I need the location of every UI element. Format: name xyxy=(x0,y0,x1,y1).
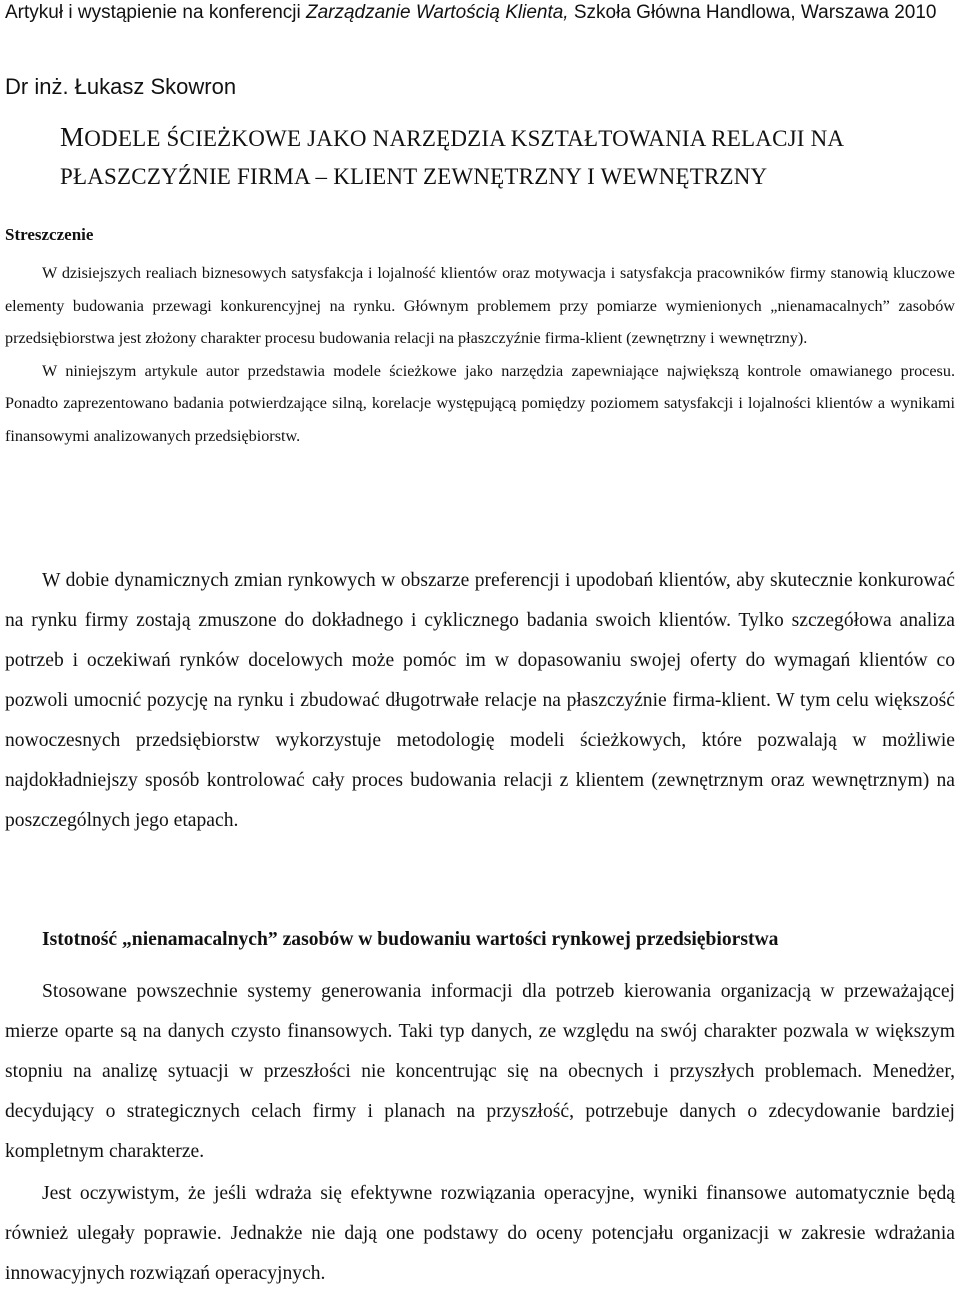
section-heading: Istotność „nienamacalnych” zasobów w budowaniu wartości rynkowej przedsiębiorstwa xyxy=(42,929,779,950)
title-initial: M xyxy=(60,122,85,152)
abstract-paragraph: W niniejszym artykule autor przedstawia modele ścieżkowe jako narzędzia zapewniające największą kontrole omawianego procesu. Ponadto zaprezentowano badania potwierdzające silną, korelacje występującą pomiędzy poziomem satysfakcji i lojalności klientów a wynikami finansowymi analizowanych przedsiębiorstw. xyxy=(5,361,955,445)
section-body xyxy=(5,972,955,1294)
intro-paragraph: W dobie dynamicznych zmian rynkowych w obszarze preferencji i upodobań klientów, aby skutecznie konkurować na rynku firmy zostają zmuszone do dokładnego i cyklicznego badania swoich klientów. Tylko szczegółowa analiza potrzeb i oczekiwań rynków docelowych może pomóc im w dopasowaniu swojej oferty do wymagań klientów co pozwoli umocnić pozycję na rynku i zbudować długotrwałe relacje na płaszczyźnie firma-klient. W tym celu większość nowoczesnych przedsiębiorstw wykorzystuje metodologię modeli ścieżkowych, które pozwalają w możliwie najdokładniejszy sposób kontrolować cały proces budowania relacji z klientem (zewnętrznym oraz wewnętrznym) na poszczególnych jego etapach. xyxy=(5,570,955,831)
header-conference-name: Zarządzanie Wartością Klienta, xyxy=(305,2,569,23)
header-suffix: Szkoła Główna Handlowa, Warszawa 2010 xyxy=(568,2,937,23)
abstract-heading: Streszczenie xyxy=(5,225,94,244)
intro-section xyxy=(5,561,955,841)
section-paragraph: Stosowane powszechnie systemy generowania informacji dla potrzeb kierowania organizacją w przeważającej mierze oparte są na danych czysto finansowych. Taki typ danych, ze względu na swój charakter pozwala w większym stopniu na analizę sytuacji w przeszłości nie koncentrując się na obecnych i przyszłych problemach. Menedżer, decydujący o strategicznych celach firmy i planach na przyszłość, potrzebuje danych o zdecydowanie bardziej kompletnym charakterze. xyxy=(5,981,955,1162)
title-line-2: PŁASZCZYŹNIE FIRMA – KLIENT ZEWNĘTRZNY I WEWNĘTRZNY xyxy=(60,164,768,189)
article-title xyxy=(60,118,910,196)
title-line-1 xyxy=(60,118,910,158)
conference-header xyxy=(5,0,955,26)
abstract-paragraph: W dzisiejszych realiach biznesowych satysfakcja i lojalność klientów oraz motywacja i satysfakcja pracowników firmy stanowią kluczowe elementy budowania przewagi konkurencyjnej na rynku. Głównym problemem przy pomiarze wymienionych „nienamacalnych” zasobów przedsiębiorstwa jest złożony charakter procesu budowania relacji na płaszczyźnie firma-klient (zewnętrzny i wewnętrzny). xyxy=(5,264,955,347)
section-paragraph: Jest oczywistym, że jeśli wdraża się efektywne rozwiązania operacyjne, wyniki finansowe automatycznie będą również ulegały poprawie. Jednakże nie dają one podstawy do oceny potencjału organizacji w zakresie wdrażania innowacyjnych rozwiązań operacyjnych. xyxy=(5,1183,955,1284)
author-name: Dr inż. Łukasz Skowron xyxy=(5,74,237,99)
abstract-body xyxy=(5,257,955,452)
header-prefix: Artykuł i wystąpienie na konferencji xyxy=(5,2,306,23)
title-line-1-rest: ODELE ŚCIEŻKOWE JAKO NARZĘDZIA KSZTAŁTOWANIA RELACJI NA xyxy=(84,126,845,151)
